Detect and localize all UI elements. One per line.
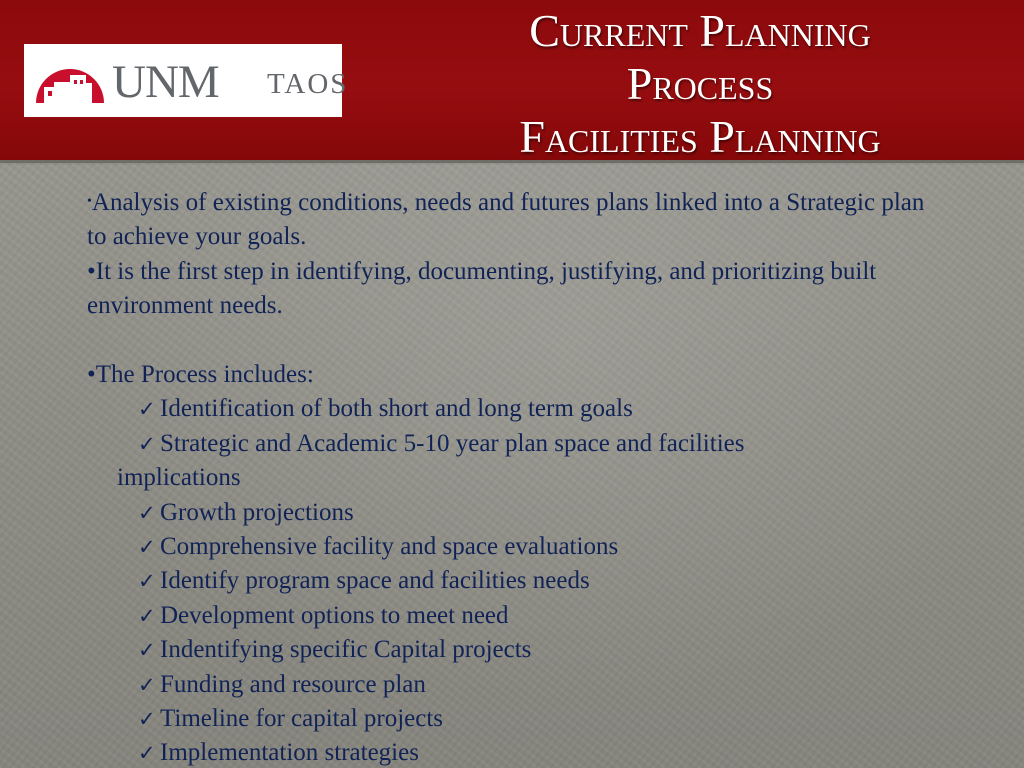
checklist-item-text: Development options to meet need bbox=[160, 601, 509, 629]
bullet-first-step bbox=[87, 255, 947, 324]
logo-wordmark: UNM bbox=[112, 56, 219, 108]
bullet-text: It is the first step in identifying, documenting, justifying, and prioritizing built environment needs. bbox=[87, 257, 877, 320]
bullet-marker: • bbox=[87, 361, 96, 389]
checklist-item bbox=[87, 530, 947, 564]
checklist-item-text: Strategic and Academic 5-10 year plan space and facilities bbox=[160, 429, 745, 457]
checklist-item bbox=[87, 496, 947, 530]
bullet-text: The Process includes: bbox=[95, 361, 314, 389]
checklist-item-text: Identify program space and facilities needs bbox=[160, 567, 590, 595]
bullet-text: Analysis of existing conditions, needs and futures plans linked into a Strategic plan to achieve your goals. bbox=[87, 189, 925, 251]
checklist-item bbox=[87, 427, 947, 496]
check-icon: ✓ bbox=[138, 431, 156, 456]
bullet-process-includes bbox=[87, 358, 947, 392]
bullet-analysis bbox=[87, 185, 947, 255]
check-icon: ✓ bbox=[138, 397, 156, 422]
unm-building-emblem-icon bbox=[34, 53, 106, 105]
logo-campus-name: TAOS bbox=[267, 68, 349, 100]
bullet-marker: • bbox=[87, 257, 96, 285]
checklist-item bbox=[87, 702, 947, 736]
check-icon: ✓ bbox=[138, 603, 156, 628]
unm-taos-logo bbox=[24, 44, 349, 117]
checklist-item-text: Implementation strategies bbox=[160, 739, 419, 767]
check-icon: ✓ bbox=[138, 569, 156, 594]
checklist-item-text: Identification of both short and long term goals bbox=[160, 395, 633, 423]
process-checklist bbox=[87, 392, 947, 768]
check-icon: ✓ bbox=[138, 535, 156, 560]
checklist-item bbox=[87, 668, 947, 702]
checklist-item-continuation: implications bbox=[117, 464, 241, 492]
check-icon: ✓ bbox=[138, 741, 156, 766]
slide-title bbox=[400, 4, 1000, 163]
title-line-2: Process bbox=[626, 58, 774, 109]
checklist-item-text: Comprehensive facility and space evaluations bbox=[160, 533, 619, 561]
bullet-marker: • bbox=[87, 194, 92, 209]
check-icon: ✓ bbox=[138, 707, 156, 732]
title-line-3: Facilities Planning bbox=[519, 111, 881, 162]
checklist-item bbox=[87, 599, 947, 633]
checklist-item bbox=[87, 736, 947, 768]
checklist-item bbox=[87, 564, 947, 598]
checklist-item-text: Funding and resource plan bbox=[160, 670, 426, 698]
checklist-item-text: Indentifying specific Capital projects bbox=[160, 636, 532, 664]
spacer bbox=[87, 324, 947, 358]
check-icon: ✓ bbox=[138, 638, 156, 663]
title-line-1: Current Planning bbox=[529, 5, 871, 56]
check-icon: ✓ bbox=[138, 500, 156, 525]
checklist-item-text: Growth projections bbox=[160, 498, 354, 526]
checklist-item-text: Timeline for capital projects bbox=[160, 705, 444, 733]
check-icon: ✓ bbox=[138, 672, 156, 697]
slide-body bbox=[87, 185, 947, 768]
checklist-item bbox=[87, 392, 947, 426]
checklist-item bbox=[87, 633, 947, 667]
